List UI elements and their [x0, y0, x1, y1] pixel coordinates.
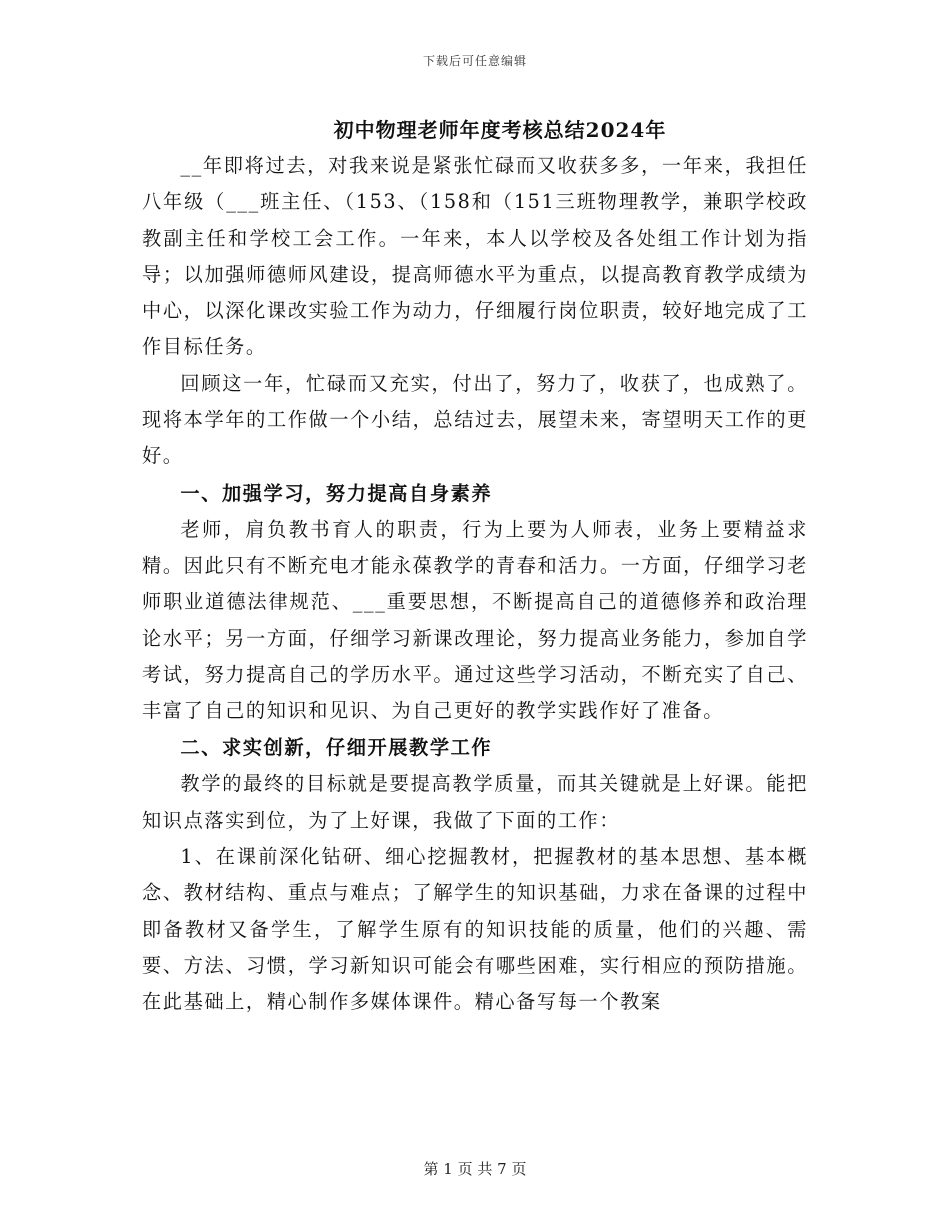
section-1-paragraph: 老师，肩负教书育人的职责，行为上要为人师表，业务上要精益求精。因此只有不断充电才能永葆教学的青春和活力。一方面，仔细学习老师职业道德法律规范、___重要思想，不断提高自己的道德修养和政治理论水平；另一方面，仔细学习新课改理论，努力提高业务能力，参加自学考试，努力提高自己的学历水平。通过这些学习活动，不断充实了自己、丰富了自己的知识和见识、为自己更好的教学实践作好了准备。: [142, 517, 808, 723]
page-header-note: 下载后可任意编辑: [422, 54, 527, 68]
document-title: 初中物理老师年度考核总结2024年: [333, 118, 667, 142]
intro-paragraph-1: __年即将过去，对我来说是紧张忙碌而又收获多多，一年来，我担任八年级（___班主任、（153、（158和（151三班物理教学，兼职学校政教副主任和学校工会工作。一年来，本人以学校及各处组工作计划为指导；以加强师德师风建设，提高师德水平为重点，以提高教育教学成绩为中心，以深化课改实验工作为动力，仔细履行岗位职责，较好地完成了工作目标任务。: [142, 154, 808, 359]
section-2-heading: 二、求实创新，仔细开展教学工作: [180, 736, 493, 760]
section-1-heading: 一、加强学习，努力提高自身素养: [180, 481, 493, 505]
intro-paragraph-2: 回顾这一年，忙碌而又充实，付出了，努力了，收获了，也成熟了。现将本学年的工作做一个小结，总结过去，展望未来，寄望明天工作的更好。: [142, 371, 808, 468]
document-body: [142, 148, 808, 1021]
page-number-indicator: 第 1 页 共 7 页: [423, 1160, 527, 1178]
section-2-paragraph-2: 1、在课前深化钻研、细心挖掘教材，把握教材的基本思想、基本概念、教材结构、重点与难点；了解学生的知识基础，力求在备课的过程中即备教材又备学生，了解学生原有的知识技能的质量，他们的兴趣、需要、方法、习惯，学习新知识可能会有哪些困难，实行相应的预防措施。在此基础上，精心制作多媒体课件。精心备写每一个教案: [142, 845, 808, 1014]
section-2-paragraph-1: 教学的最终的目标就是要提高教学质量，而其关键就是上好课。能把知识点落实到位，为了上好课，我做了下面的工作：: [142, 772, 808, 832]
